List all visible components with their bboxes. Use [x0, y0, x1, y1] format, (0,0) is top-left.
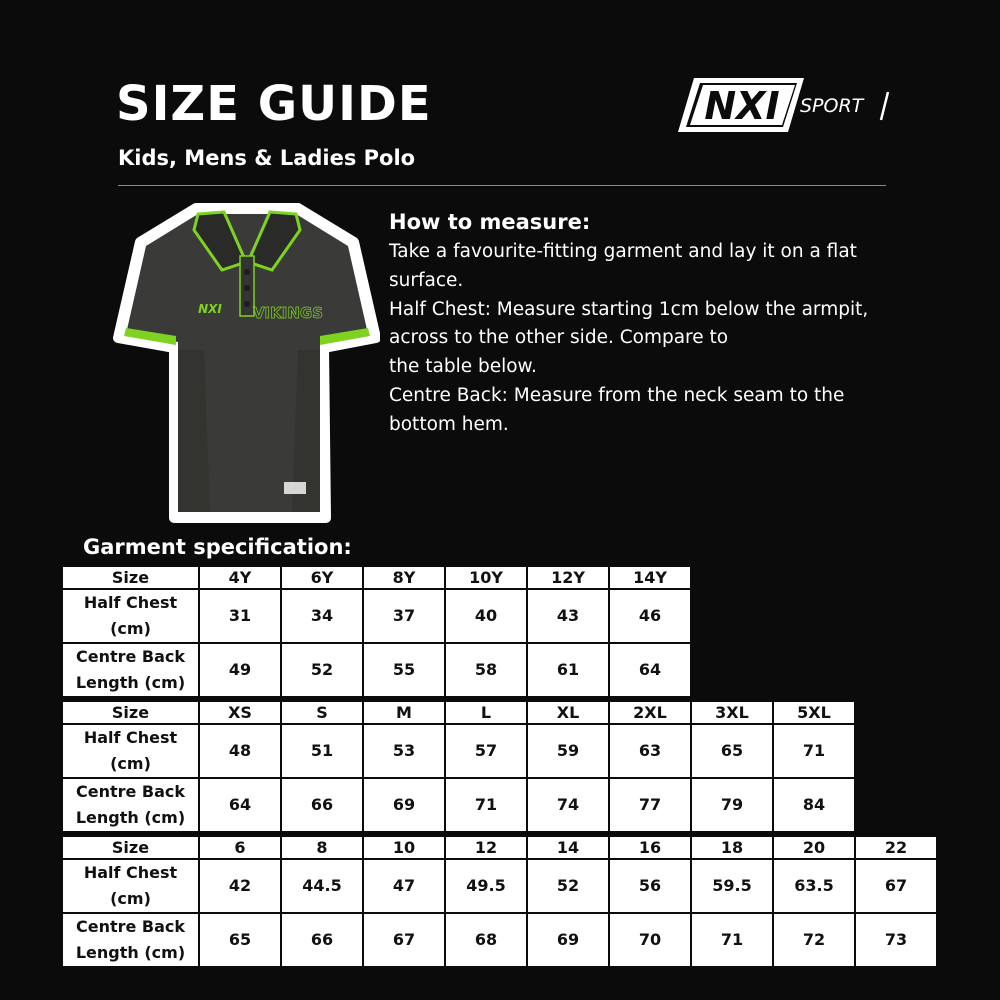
size-table-mens	[61, 700, 856, 833]
measure-line: Centre Back: Measure from the neck seam to the	[389, 384, 845, 406]
size-cell: 2XL	[609, 701, 691, 724]
size-cell: XS	[199, 701, 281, 724]
row-label-half-chest: Half Chest (cm)	[62, 724, 199, 778]
half-chest-cell: 34	[281, 589, 363, 643]
measure-line: the table below.	[389, 356, 537, 378]
half-chest-cell: 57	[445, 724, 527, 778]
half-chest-cell: 42	[199, 859, 281, 913]
centre-back-cell: 79	[691, 778, 773, 832]
centre-back-cell: 61	[527, 643, 609, 697]
centre-back-cell: 77	[609, 778, 691, 832]
centre-back-cell: 64	[199, 778, 281, 832]
table-row-size	[62, 566, 691, 589]
half-chest-cell: 59	[527, 724, 609, 778]
half-chest-cell: 65	[691, 724, 773, 778]
measure-line: surface.	[389, 269, 464, 291]
size-cell: XL	[527, 701, 609, 724]
half-chest-cell: 71	[773, 724, 855, 778]
centre-back-cell: 72	[773, 913, 855, 967]
size-cell: 14	[527, 836, 609, 859]
row-label-size: Size	[62, 701, 199, 724]
row-label-centre-back: Centre Back Length (cm)	[62, 913, 199, 967]
centre-back-cell: 66	[281, 778, 363, 832]
half-chest-cell: 51	[281, 724, 363, 778]
centre-back-cell: 69	[363, 778, 445, 832]
table-row-centre-back	[62, 913, 937, 967]
divider	[118, 185, 886, 186]
centre-back-cell: 55	[363, 643, 445, 697]
table-row-half-chest	[62, 724, 855, 778]
size-cell: 10	[363, 836, 445, 859]
size-cell: 12Y	[527, 566, 609, 589]
table-row-half-chest	[62, 589, 691, 643]
table-row-half-chest	[62, 859, 937, 913]
size-cell: 20	[773, 836, 855, 859]
size-cell: 12	[445, 836, 527, 859]
centre-back-cell: 49	[199, 643, 281, 697]
row-label-size: Size	[62, 836, 199, 859]
size-cell: 14Y	[609, 566, 691, 589]
how-to-measure	[389, 208, 919, 440]
shirt-badge-text: NXI	[198, 302, 222, 316]
half-chest-cell: 44.5	[281, 859, 363, 913]
size-cell: 16	[609, 836, 691, 859]
centre-back-cell: 71	[691, 913, 773, 967]
polo-shirt-image	[112, 200, 380, 530]
half-chest-cell: 48	[199, 724, 281, 778]
table-row-size	[62, 836, 937, 859]
size-cell: 3XL	[691, 701, 773, 724]
centre-back-cell: 70	[609, 913, 691, 967]
half-chest-cell: 63	[609, 724, 691, 778]
size-cell: 5XL	[773, 701, 855, 724]
size-cell: 4Y	[199, 566, 281, 589]
measure-line: across to the other side. Compare to	[389, 327, 729, 349]
table-row-centre-back	[62, 643, 691, 697]
row-label-half-chest: Half Chest (cm)	[62, 859, 199, 913]
measure-line: bottom hem.	[389, 413, 509, 435]
table-row-centre-back	[62, 778, 855, 832]
size-cell: 8	[281, 836, 363, 859]
size-cell: S	[281, 701, 363, 724]
half-chest-cell: 40	[445, 589, 527, 643]
page-subtitle: Kids, Mens & Ladies Polo	[118, 146, 416, 170]
half-chest-cell: 56	[609, 859, 691, 913]
centre-back-cell: 69	[527, 913, 609, 967]
shirt-chest-text: VIKINGS	[252, 304, 324, 322]
centre-back-cell: 67	[363, 913, 445, 967]
size-cell: L	[445, 701, 527, 724]
logo-tagline-text: SPORT	[800, 95, 864, 117]
half-chest-cell: 43	[527, 589, 609, 643]
row-label-centre-back: Centre Back Length (cm)	[62, 643, 199, 697]
measure-line: Half Chest: Measure starting 1cm below the armpit,	[389, 298, 869, 320]
centre-back-cell: 66	[281, 913, 363, 967]
size-cell: M	[363, 701, 445, 724]
centre-back-cell: 65	[199, 913, 281, 967]
half-chest-cell: 47	[363, 859, 445, 913]
size-cell: 6Y	[281, 566, 363, 589]
centre-back-cell: 71	[445, 778, 527, 832]
centre-back-cell: 68	[445, 913, 527, 967]
half-chest-cell: 49.5	[445, 859, 527, 913]
centre-back-cell: 73	[855, 913, 937, 967]
size-cell: 10Y	[445, 566, 527, 589]
garment-spec-heading: Garment specification:	[83, 535, 352, 559]
page-title: SIZE GUIDE	[116, 76, 432, 132]
centre-back-cell: 64	[609, 643, 691, 697]
row-label-size: Size	[62, 566, 199, 589]
logo-brand-text: NXI	[704, 84, 780, 128]
measure-heading: How to measure:	[389, 210, 591, 234]
row-label-centre-back: Centre Back Length (cm)	[62, 778, 199, 832]
size-cell: 6	[199, 836, 281, 859]
measure-line: Take a favourite-fitting garment and lay it on a flat	[389, 241, 857, 262]
size-table-ladies	[61, 835, 938, 968]
size-table-kids	[61, 565, 692, 698]
half-chest-cell: 53	[363, 724, 445, 778]
half-chest-cell: 52	[527, 859, 609, 913]
table-row-size	[62, 701, 855, 724]
half-chest-cell: 37	[363, 589, 445, 643]
half-chest-cell: 46	[609, 589, 691, 643]
half-chest-cell: 63.5	[773, 859, 855, 913]
half-chest-cell: 59.5	[691, 859, 773, 913]
centre-back-cell: 74	[527, 778, 609, 832]
centre-back-cell: 84	[773, 778, 855, 832]
brand-logo	[676, 76, 896, 134]
size-cell: 18	[691, 836, 773, 859]
size-cell: 8Y	[363, 566, 445, 589]
row-label-half-chest: Half Chest (cm)	[62, 589, 199, 643]
size-cell: 22	[855, 836, 937, 859]
centre-back-cell: 52	[281, 643, 363, 697]
half-chest-cell: 31	[199, 589, 281, 643]
half-chest-cell: 67	[855, 859, 937, 913]
centre-back-cell: 58	[445, 643, 527, 697]
